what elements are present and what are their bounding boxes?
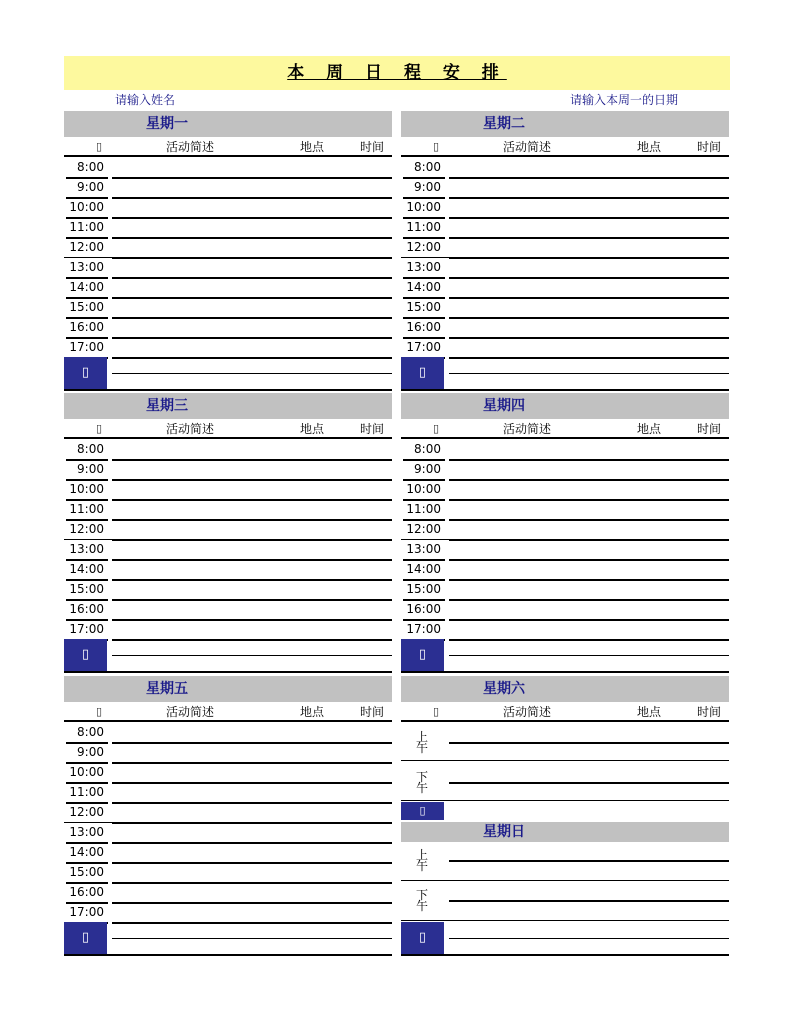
time-slot-label: 10:00 xyxy=(69,482,104,496)
activity-row-line[interactable] xyxy=(112,217,392,219)
time-slot-label: 9:00 xyxy=(77,462,104,476)
column-activity-header: 活动简述 xyxy=(166,422,215,436)
activity-row-line[interactable] xyxy=(449,197,729,199)
header-underline xyxy=(401,720,729,722)
column-time-header: 时间 xyxy=(360,705,385,719)
activity-row-line[interactable] xyxy=(112,882,392,884)
time-slot-label: 11:00 xyxy=(406,502,441,516)
activity-row-line[interactable] xyxy=(449,217,729,219)
column-time-header: 时间 xyxy=(360,422,385,436)
time-slot-label: 14:00 xyxy=(69,280,104,294)
noon-separator xyxy=(64,822,112,823)
time-slot-label: 11:00 xyxy=(406,220,441,234)
page-title: 本 周 日 程 安 排 xyxy=(287,63,507,83)
day-title-monday: 星期一 xyxy=(146,116,188,132)
time-slot-label: 12:00 xyxy=(69,240,104,254)
am-line[interactable] xyxy=(449,860,729,862)
activity-row-line[interactable] xyxy=(112,519,392,521)
day-section-monday xyxy=(64,111,392,391)
time-slot-label: 10:00 xyxy=(406,482,441,496)
section-bottom-line xyxy=(64,671,392,673)
note-icon: ▯ xyxy=(81,365,90,380)
column-time-header: 时间 xyxy=(697,140,722,154)
activity-row-line[interactable] xyxy=(112,197,392,199)
activity-row-line[interactable] xyxy=(449,579,729,581)
am-label: 上 午 xyxy=(415,848,428,873)
time-slot-label: 11:00 xyxy=(69,785,104,799)
activity-row-line[interactable] xyxy=(112,639,392,641)
column-location-header: 地点 xyxy=(300,140,325,154)
activity-row-line[interactable] xyxy=(449,499,729,501)
activity-row-line[interactable] xyxy=(112,237,392,239)
day-header-saturday xyxy=(401,676,729,702)
time-slot-label: 12:00 xyxy=(69,522,104,536)
am-label: 上 午 xyxy=(415,730,428,755)
time-slot-label: 14:00 xyxy=(406,562,441,576)
activity-row-line[interactable] xyxy=(449,177,729,179)
time-slot-label: 15:00 xyxy=(69,300,104,314)
note-icon-box[interactable] xyxy=(401,357,444,390)
activity-row-line[interactable] xyxy=(112,862,392,864)
header-underline xyxy=(401,437,729,439)
column-location-header: 地点 xyxy=(637,422,662,436)
time-slot-label: 14:00 xyxy=(406,280,441,294)
time-slot-label: 8:00 xyxy=(77,725,104,739)
activity-row-line[interactable] xyxy=(112,459,392,461)
am-pm-separator xyxy=(401,880,729,881)
day-section-tuesday xyxy=(401,111,729,391)
time-slot-label: 17:00 xyxy=(406,340,441,354)
time-slot-label: 10:00 xyxy=(406,200,441,214)
time-slot-label: 8:00 xyxy=(77,160,104,174)
day-header-wednesday xyxy=(64,393,392,419)
noon-separator xyxy=(64,257,112,258)
note-icon: ▯ xyxy=(418,930,427,945)
day-title-sunday: 星期日 xyxy=(483,824,525,840)
time-slot-label: 12:00 xyxy=(406,522,441,536)
time-slot-label: 8:00 xyxy=(77,442,104,456)
activity-row-line[interactable] xyxy=(112,479,392,481)
activity-row-line[interactable] xyxy=(112,277,392,279)
note-line[interactable] xyxy=(449,655,729,656)
activity-row-line[interactable] xyxy=(112,822,392,824)
time-slot-label: 15:00 xyxy=(69,865,104,879)
activity-row-line[interactable] xyxy=(112,579,392,581)
section-bottom-line xyxy=(401,389,729,391)
column-location-header: 地点 xyxy=(300,422,325,436)
section-bottom-line xyxy=(64,954,392,956)
activity-row-line[interactable] xyxy=(449,317,729,319)
note-icon-box[interactable] xyxy=(64,357,107,390)
note-icon-box[interactable] xyxy=(401,922,444,955)
activity-row-line[interactable] xyxy=(112,337,392,339)
activity-row-line[interactable] xyxy=(112,559,392,561)
day-header-sunday xyxy=(401,822,729,842)
day-section-saturday xyxy=(401,676,729,822)
note-line[interactable] xyxy=(112,373,392,374)
activity-row-line[interactable] xyxy=(449,337,729,339)
column-icon: ▯ xyxy=(96,422,103,435)
day-title-tuesday: 星期二 xyxy=(483,116,525,132)
name-prompt[interactable]: 请输入姓名 xyxy=(115,93,176,107)
column-icon: ▯ xyxy=(433,422,440,435)
activity-row-line[interactable] xyxy=(112,922,392,924)
am-line[interactable] xyxy=(449,742,729,744)
column-icon: ▯ xyxy=(96,705,103,718)
activity-row-line[interactable] xyxy=(449,237,729,239)
column-activity-header: 活动简述 xyxy=(503,140,552,154)
header-underline xyxy=(64,155,392,157)
activity-row-line[interactable] xyxy=(112,257,392,259)
time-slot-label: 16:00 xyxy=(69,602,104,616)
activity-row-line[interactable] xyxy=(449,479,729,481)
note-icon-box[interactable] xyxy=(64,639,107,672)
time-slot-label: 16:00 xyxy=(406,602,441,616)
column-icon: ▯ xyxy=(433,705,440,718)
activity-row-line[interactable] xyxy=(112,499,392,501)
time-slot-label: 17:00 xyxy=(406,622,441,636)
note-icon-box[interactable] xyxy=(64,922,107,955)
column-time-header: 时间 xyxy=(360,140,385,154)
activity-row-line[interactable] xyxy=(449,619,729,621)
pm-label: 下 午 xyxy=(415,888,428,913)
time-slot-label: 9:00 xyxy=(77,180,104,194)
activity-row-line[interactable] xyxy=(449,519,729,521)
section-bottom-line xyxy=(64,389,392,391)
time-slot-label: 12:00 xyxy=(406,240,441,254)
time-slot-label: 16:00 xyxy=(69,320,104,334)
time-slot-label: 8:00 xyxy=(414,160,441,174)
column-activity-header: 活动简述 xyxy=(166,705,215,719)
activity-row-line[interactable] xyxy=(449,357,729,359)
activity-row-line[interactable] xyxy=(449,539,729,541)
day-header-tuesday xyxy=(401,111,729,137)
note-line[interactable] xyxy=(449,373,729,374)
activity-row-line[interactable] xyxy=(112,317,392,319)
activity-row-line[interactable] xyxy=(449,639,729,641)
day-title-thursday: 星期四 xyxy=(483,398,525,414)
column-time-header: 时间 xyxy=(697,705,722,719)
activity-row-line[interactable] xyxy=(112,902,392,904)
day-title-wednesday: 星期三 xyxy=(146,398,188,414)
column-icon: ▯ xyxy=(433,140,440,153)
time-slot-label: 15:00 xyxy=(69,582,104,596)
note-icon: ▯ xyxy=(81,930,90,945)
note-icon-box[interactable] xyxy=(401,802,444,820)
time-slot-label: 10:00 xyxy=(69,200,104,214)
time-slot-label: 16:00 xyxy=(69,885,104,899)
pm-bottom-line xyxy=(401,920,729,921)
activity-row-line[interactable] xyxy=(112,297,392,299)
day-header-thursday xyxy=(401,393,729,419)
time-slot-label: 15:00 xyxy=(406,582,441,596)
time-slot-label: 17:00 xyxy=(69,340,104,354)
activity-row-line[interactable] xyxy=(112,742,392,744)
activity-row-line[interactable] xyxy=(449,459,729,461)
activity-row-line[interactable] xyxy=(449,559,729,561)
day-title-friday: 星期五 xyxy=(146,681,188,697)
note-line[interactable] xyxy=(112,655,392,656)
time-slot-label: 14:00 xyxy=(69,845,104,859)
note-line[interactable] xyxy=(449,938,729,939)
time-slot-label: 17:00 xyxy=(69,622,104,636)
activity-row-line[interactable] xyxy=(112,782,392,784)
header-underline xyxy=(401,155,729,157)
day-header-friday xyxy=(64,676,392,702)
time-slot-label: 16:00 xyxy=(406,320,441,334)
activity-row-line[interactable] xyxy=(449,599,729,601)
time-slot-label: 9:00 xyxy=(414,462,441,476)
column-time-header: 时间 xyxy=(697,422,722,436)
note-icon: ▯ xyxy=(419,804,426,817)
time-slot-label: 13:00 xyxy=(406,260,441,274)
note-icon: ▯ xyxy=(418,647,427,662)
activity-row-line[interactable] xyxy=(449,277,729,279)
title-bar xyxy=(64,56,730,90)
note-icon: ▯ xyxy=(81,647,90,662)
pm-line[interactable] xyxy=(449,782,729,784)
activity-row-line[interactable] xyxy=(112,619,392,621)
day-header-monday xyxy=(64,111,392,137)
time-slot-label: 9:00 xyxy=(77,745,104,759)
pm-bottom-line xyxy=(401,800,729,801)
noon-separator xyxy=(401,257,449,258)
note-icon-box[interactable] xyxy=(401,639,444,672)
header-underline xyxy=(64,720,392,722)
note-icon: ▯ xyxy=(418,365,427,380)
time-slot-label: 13:00 xyxy=(69,825,104,839)
column-location-header: 地点 xyxy=(637,140,662,154)
section-bottom-line xyxy=(401,954,729,956)
time-slot-label: 17:00 xyxy=(69,905,104,919)
date-prompt[interactable]: 请输入本周一的日期 xyxy=(570,93,679,107)
time-slot-label: 13:00 xyxy=(69,542,104,556)
time-slot-label: 12:00 xyxy=(69,805,104,819)
note-line[interactable] xyxy=(112,938,392,939)
column-activity-header: 活动简述 xyxy=(503,422,552,436)
column-location-header: 地点 xyxy=(300,705,325,719)
activity-row-line[interactable] xyxy=(112,762,392,764)
header-underline xyxy=(64,437,392,439)
day-section-sunday xyxy=(401,822,729,958)
day-section-thursday xyxy=(401,393,729,673)
pm-line[interactable] xyxy=(449,900,729,902)
am-pm-separator xyxy=(401,760,729,761)
day-section-wednesday xyxy=(64,393,392,673)
time-slot-label: 14:00 xyxy=(69,562,104,576)
time-slot-label: 13:00 xyxy=(69,260,104,274)
activity-row-line[interactable] xyxy=(112,802,392,804)
activity-row-line[interactable] xyxy=(112,539,392,541)
section-bottom-line xyxy=(401,671,729,673)
column-icon: ▯ xyxy=(96,140,103,153)
activity-row-line[interactable] xyxy=(112,357,392,359)
time-slot-label: 10:00 xyxy=(69,765,104,779)
column-location-header: 地点 xyxy=(637,705,662,719)
activity-row-line[interactable] xyxy=(112,599,392,601)
pm-label: 下 午 xyxy=(415,770,428,795)
time-slot-label: 11:00 xyxy=(69,502,104,516)
day-section-friday xyxy=(64,676,392,956)
day-title-saturday: 星期六 xyxy=(483,681,525,697)
activity-row-line[interactable] xyxy=(112,177,392,179)
activity-row-line[interactable] xyxy=(449,297,729,299)
time-slot-label: 8:00 xyxy=(414,442,441,456)
activity-row-line[interactable] xyxy=(112,842,392,844)
column-activity-header: 活动简述 xyxy=(166,140,215,154)
column-activity-header: 活动简述 xyxy=(503,705,552,719)
time-slot-label: 15:00 xyxy=(406,300,441,314)
noon-separator xyxy=(64,539,112,540)
time-slot-label: 9:00 xyxy=(414,180,441,194)
time-slot-label: 13:00 xyxy=(406,542,441,556)
time-slot-label: 11:00 xyxy=(69,220,104,234)
noon-separator xyxy=(401,539,449,540)
activity-row-line[interactable] xyxy=(449,257,729,259)
